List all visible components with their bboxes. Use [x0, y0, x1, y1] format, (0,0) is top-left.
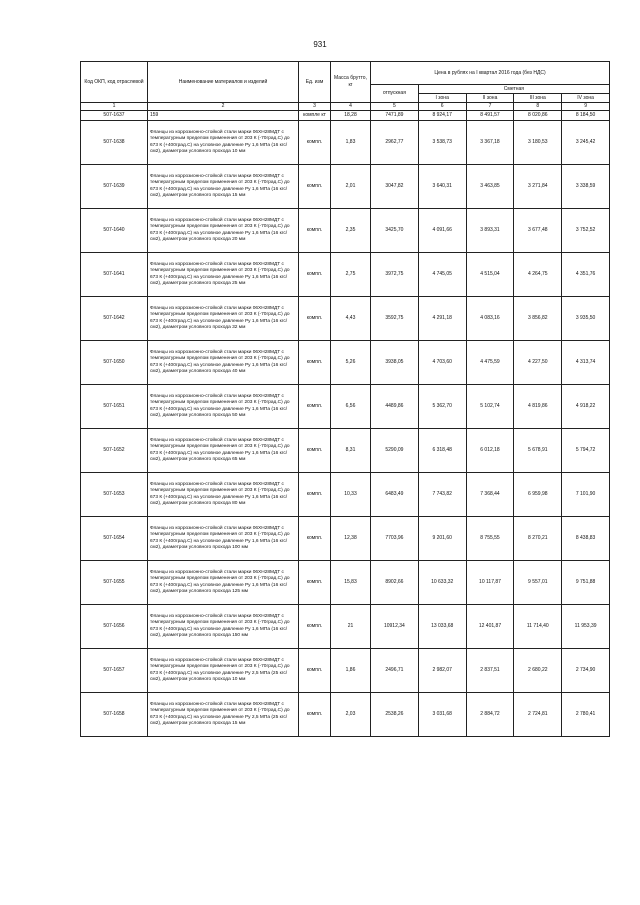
row-zone-1-price: 10 633,32: [418, 561, 466, 605]
row-name: Фланцы из коррозионно-стойкой стали марки 06ХН28МДТ с температурным пределом применения от 203 К (-70град.С) до 673 К (+400град.С) на условное давление Ру 1,6 МПа (16 кгс/см2), диаметром условного прохода 125 мм: [148, 561, 299, 605]
row-mass: 10,33: [331, 473, 371, 517]
row-unit: компл.: [299, 693, 331, 737]
table-row: [81, 429, 610, 473]
row-name: 159: [148, 111, 299, 121]
column-number: 9: [562, 103, 610, 111]
row-unit: компле кт: [299, 111, 331, 121]
row-code: 507-1653: [81, 473, 148, 517]
row-zone-2-price: 2 837,51: [466, 649, 514, 693]
row-zone-2-price: 6 012,18: [466, 429, 514, 473]
row-unit: компл.: [299, 121, 331, 165]
row-zone-1-price: 3 031,68: [418, 693, 466, 737]
column-number: 6: [418, 103, 466, 111]
row-release-price: 3592,75: [371, 297, 419, 341]
price-table: [80, 61, 610, 737]
row-zone-1-price: 4 291,18: [418, 297, 466, 341]
row-code: 507-1658: [81, 693, 148, 737]
row-mass: 12,38: [331, 517, 371, 561]
table-row: [81, 253, 610, 297]
row-release-price: 4489,86: [371, 385, 419, 429]
header-release-price: отпускная: [371, 85, 419, 103]
row-zone-3-price: 8 270,21: [514, 517, 562, 561]
row-name: Фланцы из коррозионно-стойкой стали марки 06ХН28МДТ с температурным пределом применения от 203 К (-70град.С) до 673 К (+400град.С) на условное давление Ру 1,6 МПа (16 кгс/см2), диаметром условного прохода 32 мм: [148, 297, 299, 341]
table-row: [81, 111, 610, 121]
row-code: 507-1650: [81, 341, 148, 385]
row-unit: компл.: [299, 473, 331, 517]
row-name: Фланцы из коррозионно-стойкой стали марки 06ХН28МДТ с температурным пределом применения от 203 К (-70град.С) до 673 К (+400град.С) на условное давление Ру 1,6 МПа (16 кгс/см2), диаметром условного прохода 50 мм: [148, 385, 299, 429]
table-row: [81, 121, 610, 165]
row-release-price: 2962,77: [371, 121, 419, 165]
row-zone-3-price: 3 677,48: [514, 209, 562, 253]
row-release-price: 8902,66: [371, 561, 419, 605]
row-unit: компл.: [299, 429, 331, 473]
row-unit: компл.: [299, 605, 331, 649]
row-release-price: 7703,96: [371, 517, 419, 561]
row-zone-3-price: 4 819,86: [514, 385, 562, 429]
row-code: 507-1639: [81, 165, 148, 209]
row-code: 507-1637: [81, 111, 148, 121]
row-mass: 8,31: [331, 429, 371, 473]
row-mass: 6,56: [331, 385, 371, 429]
row-code: 507-1652: [81, 429, 148, 473]
row-unit: компл.: [299, 209, 331, 253]
row-name: Фланцы из коррозионно-стойкой стали марки 06ХН28МДТ с температурным пределом применения от 203 К (-70град.С) до 673 К (+400град.С) на условное давление Ру 1,6 МПа (16 кгс/см2), диаметром условного прохода 10 мм: [148, 121, 299, 165]
row-zone-2-price: 7 368,44: [466, 473, 514, 517]
row-zone-3-price: 11 714,40: [514, 605, 562, 649]
row-mass: 1,83: [331, 121, 371, 165]
row-code: 507-1657: [81, 649, 148, 693]
column-number: 7: [466, 103, 514, 111]
row-mass: 21: [331, 605, 371, 649]
row-zone-4-price: 4 313,74: [562, 341, 610, 385]
row-zone-4-price: 3 338,59: [562, 165, 610, 209]
row-unit: компл.: [299, 253, 331, 297]
row-name: Фланцы из коррозионно-стойкой стали марки 06ХН28МДТ с температурным пределом применения от 203 К (-70град.С) до 673 К (+400град.С) на условное давление Ру 1,6 МПа (16 кгс/см2), диаметром условного прохода 15 мм: [148, 165, 299, 209]
row-mass: 4,43: [331, 297, 371, 341]
row-zone-2-price: 3 893,31: [466, 209, 514, 253]
row-zone-2-price: 4 475,59: [466, 341, 514, 385]
row-zone-1-price: 3 538,73: [418, 121, 466, 165]
row-code: 507-1642: [81, 297, 148, 341]
row-zone-4-price: 8 184,50: [562, 111, 610, 121]
row-release-price: 10912,34: [371, 605, 419, 649]
table-row: [81, 517, 610, 561]
header-mass: Масса брутто, кг: [331, 62, 371, 103]
row-name: Фланцы из коррозионно-стойкой стали марки 06ХН28МДТ с температурным пределом применения от 203 К (-70град.С) до 673 К (+400град.С) на условное давление Ру 2,5 МПа (25 кгс/см2), диаметром условного прохода 15 мм: [148, 693, 299, 737]
column-number: 4: [331, 103, 371, 111]
header-unit: Ед. изм: [299, 62, 331, 103]
column-number: 1: [81, 103, 148, 111]
row-unit: компл.: [299, 517, 331, 561]
row-zone-2-price: 3 463,85: [466, 165, 514, 209]
row-name: Фланцы из коррозионно-стойкой стали марки 06ХН28МДТ с температурным пределом применения от 203 К (-70град.С) до 673 К (+400град.С) на условное давление Ру 2,5 МПа (25 кгс/см2), диаметром условного прохода 10 мм: [148, 649, 299, 693]
row-zone-2-price: 2 884,72: [466, 693, 514, 737]
header-code: Код ОКП, код отраслевой: [81, 62, 148, 103]
row-mass: 2,75: [331, 253, 371, 297]
row-zone-1-price: 7 743,82: [418, 473, 466, 517]
row-unit: компл.: [299, 297, 331, 341]
row-zone-4-price: 3 245,42: [562, 121, 610, 165]
row-zone-3-price: 9 557,01: [514, 561, 562, 605]
row-zone-1-price: 4 703,60: [418, 341, 466, 385]
row-zone-1-price: 6 318,48: [418, 429, 466, 473]
column-number: 8: [514, 103, 562, 111]
row-zone-3-price: 4 227,50: [514, 341, 562, 385]
column-number-row: [81, 103, 610, 111]
row-zone-4-price: 2 734,90: [562, 649, 610, 693]
row-name: Фланцы из коррозионно-стойкой стали марки 06ХН28МДТ с температурным пределом применения от 203 К (-70град.С) до 673 К (+400град.С) на условное давление Ру 1,6 МПа (16 кгс/см2), диаметром условного прохода 20 мм: [148, 209, 299, 253]
row-code: 507-1656: [81, 605, 148, 649]
header-price-group: Цена в рублях на I квартал 2016 года (без НДС): [371, 62, 610, 85]
row-zone-1-price: 3 640,31: [418, 165, 466, 209]
table-row: [81, 605, 610, 649]
row-release-price: 3047,82: [371, 165, 419, 209]
row-zone-2-price: 4 515,04: [466, 253, 514, 297]
row-release-price: 6483,49: [371, 473, 419, 517]
header-zone-1: I зона: [418, 94, 466, 103]
row-mass: 2,35: [331, 209, 371, 253]
row-mass: 5,26: [331, 341, 371, 385]
row-zone-3-price: 3 856,82: [514, 297, 562, 341]
table-row: [81, 693, 610, 737]
row-release-price: 5290,09: [371, 429, 419, 473]
row-release-price: 3938,05: [371, 341, 419, 385]
row-zone-1-price: 9 201,60: [418, 517, 466, 561]
row-zone-3-price: 2 724,81: [514, 693, 562, 737]
row-release-price: 2538,26: [371, 693, 419, 737]
row-zone-1-price: 4 091,66: [418, 209, 466, 253]
table-row: [81, 561, 610, 605]
table-row: [81, 649, 610, 693]
row-zone-3-price: 4 264,75: [514, 253, 562, 297]
row-code: 507-1638: [81, 121, 148, 165]
row-zone-4-price: 3 752,52: [562, 209, 610, 253]
row-zone-1-price: 4 745,05: [418, 253, 466, 297]
row-name: Фланцы из коррозионно-стойкой стали марки 06ХН28МДТ с температурным пределом применения от 203 К (-70град.С) до 673 К (+400град.С) на условное давление Ру 1,6 МПа (16 кгс/см2), диаметром условного прохода 100 мм: [148, 517, 299, 561]
row-zone-3-price: 6 959,98: [514, 473, 562, 517]
row-zone-2-price: 10 117,87: [466, 561, 514, 605]
header-zone-4: IV зона: [562, 94, 610, 103]
header-zone-3: III зона: [514, 94, 562, 103]
row-unit: компл.: [299, 561, 331, 605]
row-unit: компл.: [299, 165, 331, 209]
table-row: [81, 165, 610, 209]
row-code: 507-1640: [81, 209, 148, 253]
row-release-price: 7471,89: [371, 111, 419, 121]
row-name: Фланцы из коррозионно-стойкой стали марки 06ХН28МДТ с температурным пределом применения от 203 К (-70град.С) до 673 К (+400град.С) на условное давление Ру 1,6 МПа (16 кгс/см2), диаметром условного прохода 40 мм: [148, 341, 299, 385]
row-zone-2-price: 3 367,18: [466, 121, 514, 165]
table-header: [81, 62, 610, 111]
row-release-price: 3972,75: [371, 253, 419, 297]
row-zone-2-price: 8 755,55: [466, 517, 514, 561]
row-mass: 1,86: [331, 649, 371, 693]
row-mass: 18,28: [331, 111, 371, 121]
row-zone-2-price: 8 491,57: [466, 111, 514, 121]
row-code: 507-1641: [81, 253, 148, 297]
header-zone-2: II зона: [466, 94, 514, 103]
row-name: Фланцы из коррозионно-стойкой стали марки 06ХН28МДТ с температурным пределом применения от 203 К (-70град.С) до 673 К (+400град.С) на условное давление Ру 1,6 МПа (16 кгс/см2), диаметром условного прохода 65 мм: [148, 429, 299, 473]
row-zone-2-price: 12 401,87: [466, 605, 514, 649]
row-zone-1-price: 5 362,70: [418, 385, 466, 429]
row-zone-3-price: 5 678,91: [514, 429, 562, 473]
row-zone-4-price: 4 918,22: [562, 385, 610, 429]
row-mass: 2,03: [331, 693, 371, 737]
row-name: Фланцы из коррозионно-стойкой стали марки 06ХН28МДТ с температурным пределом применения от 203 К (-70град.С) до 673 К (+400град.С) на условное давление Ру 1,6 МПа (16 кгс/см2), диаметром условного прохода 25 мм: [148, 253, 299, 297]
row-release-price: 3425,70: [371, 209, 419, 253]
row-zone-4-price: 7 101,90: [562, 473, 610, 517]
row-zone-4-price: 8 438,83: [562, 517, 610, 561]
row-unit: компл.: [299, 341, 331, 385]
column-number: 3: [299, 103, 331, 111]
row-zone-1-price: 8 924,17: [418, 111, 466, 121]
page-number: 931: [313, 40, 327, 49]
row-name: Фланцы из коррозионно-стойкой стали марки 06ХН28МДТ с температурным пределом применения от 203 К (-70град.С) до 673 К (+400град.С) на условное давление Ру 1,6 МПа (16 кгс/см2), диаметром условного прохода 150 мм: [148, 605, 299, 649]
row-zone-3-price: 8 020,86: [514, 111, 562, 121]
row-code: 507-1655: [81, 561, 148, 605]
row-code: 507-1651: [81, 385, 148, 429]
row-zone-4-price: 4 351,76: [562, 253, 610, 297]
table-row: [81, 385, 610, 429]
header-estimate-price: Сметная: [418, 85, 609, 94]
row-zone-3-price: 3 271,84: [514, 165, 562, 209]
row-mass: 15,83: [331, 561, 371, 605]
row-zone-3-price: 3 180,53: [514, 121, 562, 165]
table-row: [81, 341, 610, 385]
table-row: [81, 209, 610, 253]
row-zone-2-price: 4 083,16: [466, 297, 514, 341]
row-zone-4-price: 11 953,39: [562, 605, 610, 649]
row-zone-4-price: 2 780,41: [562, 693, 610, 737]
row-zone-3-price: 2 680,22: [514, 649, 562, 693]
row-unit: компл.: [299, 649, 331, 693]
header-name: Наименование материалов и изделий: [148, 62, 299, 103]
row-zone-2-price: 5 102,74: [466, 385, 514, 429]
row-zone-4-price: 5 794,72: [562, 429, 610, 473]
row-unit: компл.: [299, 385, 331, 429]
row-zone-4-price: 9 751,88: [562, 561, 610, 605]
column-number: 5: [371, 103, 419, 111]
row-release-price: 2496,71: [371, 649, 419, 693]
row-zone-4-price: 3 935,50: [562, 297, 610, 341]
column-number: 2: [148, 103, 299, 111]
table-row: [81, 297, 610, 341]
row-mass: 2,01: [331, 165, 371, 209]
table-row: [81, 473, 610, 517]
row-zone-1-price: 13 033,68: [418, 605, 466, 649]
row-name: Фланцы из коррозионно-стойкой стали марки 06ХН28МДТ с температурным пределом применения от 203 К (-70град.С) до 673 К (+400град.С) на условное давление Ру 1,6 МПа (16 кгс/см2), диаметром условного прохода 80 мм: [148, 473, 299, 517]
row-code: 507-1654: [81, 517, 148, 561]
table-body: [81, 111, 610, 737]
row-zone-1-price: 2 982,07: [418, 649, 466, 693]
